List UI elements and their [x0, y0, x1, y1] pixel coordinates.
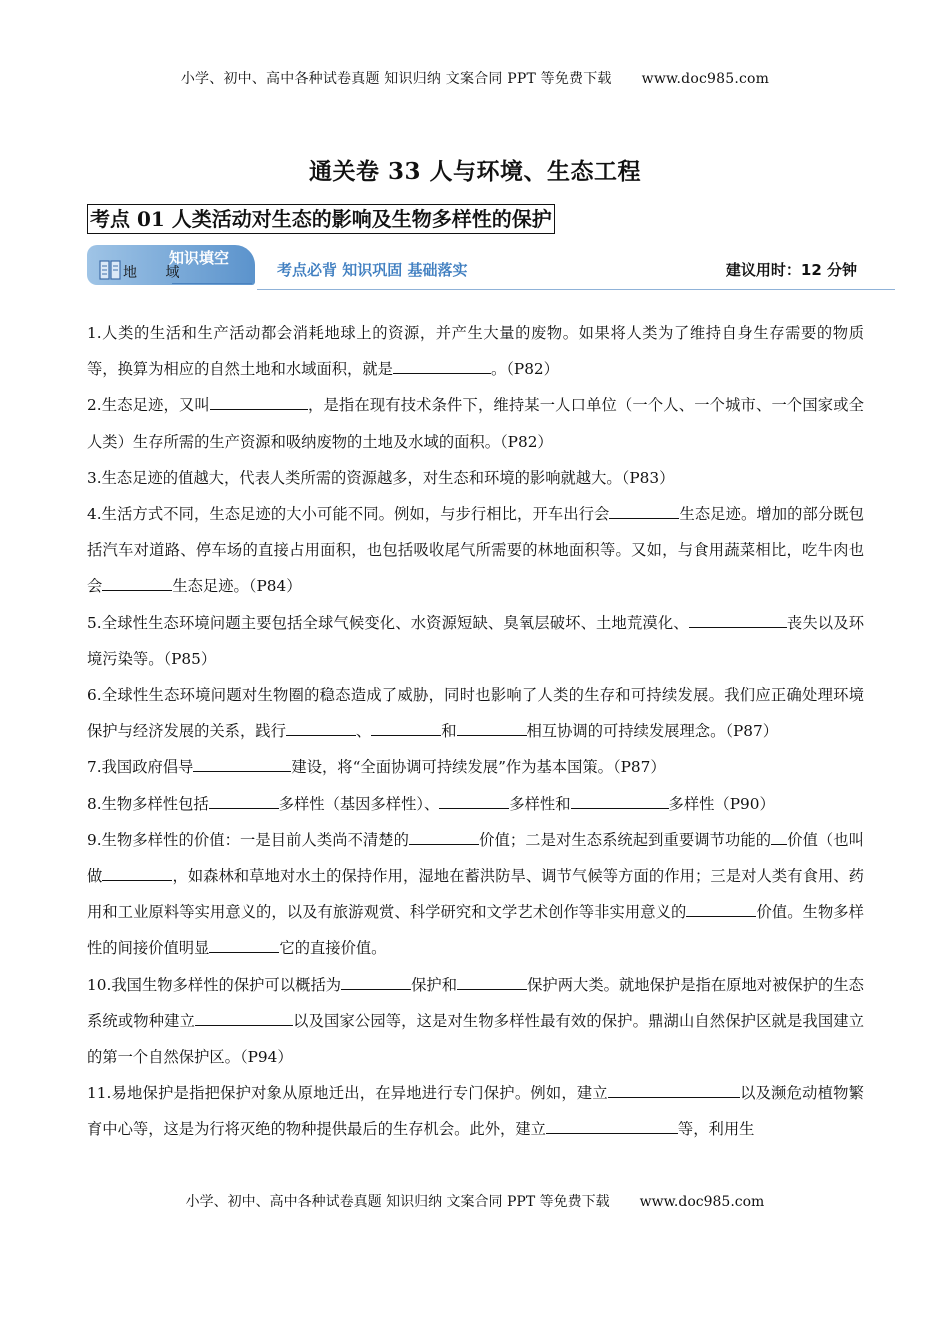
- answer-blank[interactable]: [195, 1010, 293, 1026]
- banner-tab-sub: 地 域: [123, 265, 192, 281]
- answer-blank[interactable]: [193, 756, 291, 772]
- answer-blank[interactable]: [457, 720, 527, 736]
- page-footer: [0, 1191, 950, 1211]
- answer-blank[interactable]: [371, 720, 441, 736]
- question-6: 6.全球性生态环境问题对生物圈的稳态造成了威胁，同时也影响了人类的生存和可持续发展。我们应正确处理环境保护与经济发展的关系，践行 、 和 相互协调的可持续发展理念。（P87）: [87, 686, 864, 741]
- knowledge-banner: [87, 243, 895, 291]
- footer-url[interactable]: www.doc985.com: [639, 1194, 765, 1210]
- banner-tab-underline: [172, 283, 252, 284]
- banner-rule: [257, 289, 895, 290]
- question-7: 7.我国政府倡导 建设，将“全面协调可持续发展”作为基本国策。（P87）: [87, 749, 864, 785]
- question-1: 1.人类的生活和生产活动都会消耗地球上的资源，并产生大量的废物。如果将人类为了维持自身生存需要的物质等，换算为相应的自然土地和水域面积，就是 。（P82）: [87, 324, 864, 379]
- answer-blank[interactable]: [393, 358, 491, 374]
- answer-blank[interactable]: [102, 575, 172, 591]
- question-3: 3.生态足迹的值越大，代表人类所需的资源越多，对生态和环境的影响就越大。（P83）: [87, 468, 675, 487]
- question-10: 10.我国生物多样性的保护可以概括为 保护和 保护两大类。就地保护是指在原地对被保护的生态系统或物种建立 以及国家公园等，这是对生物多样性最有效的保护。鼎湖山自然保护区就是我国建立的第一个自然保护区。（P94）: [87, 967, 864, 1076]
- header-url[interactable]: www.doc985.com: [641, 71, 770, 87]
- question-2: 2.生态足迹，又叫 ，是指在现有技术条件下，维持某一人口单位（一个人、一个城市、一个国家或全人类）生存所需的生产资源和吸纳废物的土地及水域的面积。（P82）: [87, 387, 864, 459]
- suggested-time: 建议用时：12 分钟: [725, 261, 857, 279]
- page-header: [0, 68, 950, 88]
- answer-blank[interactable]: [409, 829, 479, 845]
- question-4: 4.生活方式不同，生态足迹的大小可能不同。例如，与步行相比，开车出行会 生态足迹。增加的部分既包括汽车对道路、停车场的直接占用面积，也包括吸收尾气所需要的林地面积等。又如，与食用蔬菜相比，吃牛肉也会 生态足迹。（P84）: [87, 496, 864, 605]
- answer-blank[interactable]: [341, 973, 411, 989]
- answer-blank[interactable]: [439, 792, 509, 808]
- header-text: 小学、初中、高中各种试卷真题 知识归纳 文案合同 PPT 等免费下载: [180, 71, 612, 87]
- question-8: 8.生物多样性包括 多样性（基因多样性）、 多样性和 多样性（P90）: [87, 786, 864, 822]
- banner-tab-label: 知识填空: [169, 249, 230, 267]
- question-9: 9.生物多样性的价值：一是目前人类尚不清楚的 价值；二是对生态系统起到重要调节功能的 价值（也叫做 ，如森林和草地对水土的保持作用，湿地在蓄洪防旱、调节气候等方面的作用；三是对人类有食用、药用和工业原料等实用意义的，以及有旅游观赏、科学研究和文学艺术创作等非实用意义的 价值。生物多样性的间接价值明显 它的直接价值。: [87, 822, 864, 967]
- page-title: 通关卷 33 人与环境、生态工程: [308, 158, 642, 185]
- answer-blank[interactable]: [546, 1118, 678, 1134]
- answer-blank[interactable]: [210, 394, 308, 410]
- answer-blank[interactable]: [209, 792, 279, 808]
- answer-blank[interactable]: [209, 937, 279, 953]
- answer-blank[interactable]: [689, 611, 787, 627]
- footer-text: 小学、初中、高中各种试卷真题 知识归纳 文案合同 PPT 等免费下载: [185, 1194, 610, 1210]
- answer-blank[interactable]: [457, 973, 527, 989]
- question-list: [87, 315, 864, 1148]
- answer-blank[interactable]: [609, 503, 679, 519]
- book-icon: [99, 259, 121, 281]
- answer-blank[interactable]: [102, 865, 172, 881]
- answer-blank[interactable]: [286, 720, 356, 736]
- answer-blank[interactable]: [571, 792, 669, 808]
- answer-blank[interactable]: [771, 829, 787, 845]
- answer-blank[interactable]: [608, 1082, 740, 1098]
- question-11: 11.易地保护是指把保护对象从原地迁出，在异地进行专门保护。例如，建立 以及濒危动植物繁育中心等，这是为行将灭绝的物种提供最后的生存机会。此外，建立 等，利用生: [87, 1075, 864, 1147]
- question-5: 5.全球性生态环境问题主要包括全球气候变化、水资源短缺、臭氧层破坏、土地荒漠化、 丧失以及环境污染等。（P85）: [87, 605, 864, 677]
- section-heading: 考点 01 人类活动对生态的影响及生物多样性的保护: [87, 204, 555, 234]
- banner-slogan: 考点必背 知识巩固 基础落实: [277, 261, 468, 279]
- answer-blank[interactable]: [686, 901, 756, 917]
